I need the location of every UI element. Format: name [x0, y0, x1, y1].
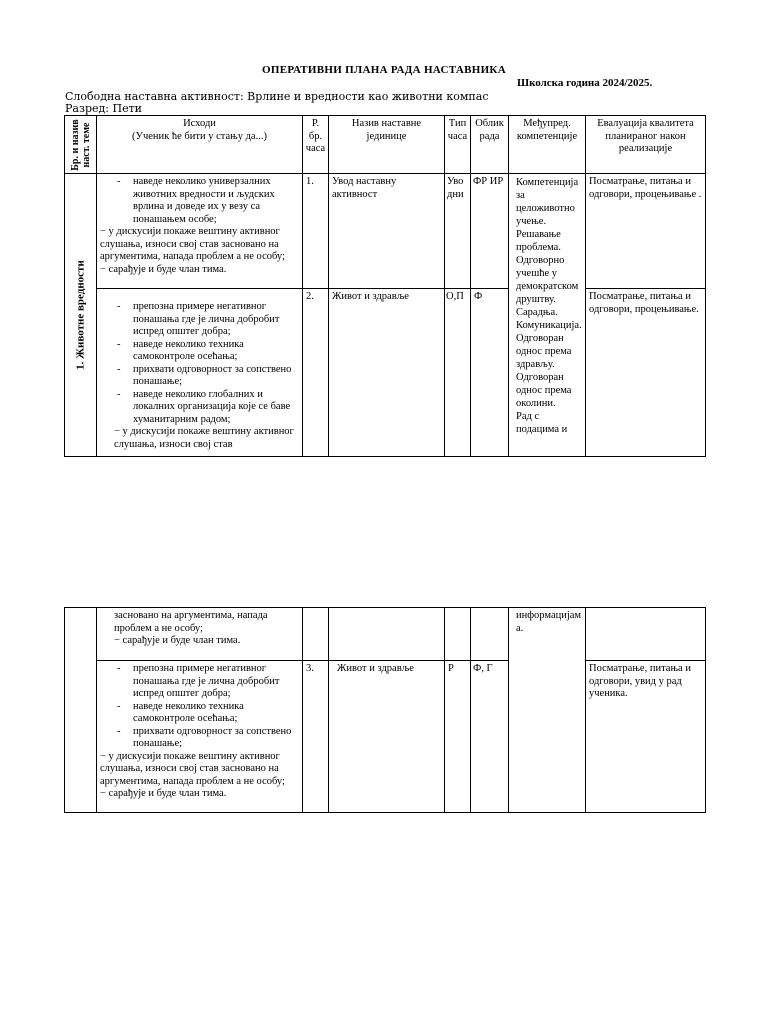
outcome-item: засновано на аргументима, напада проблем а не особу; [114, 610, 268, 634]
header-evaluation: Евалуација квалитета планираног након реализације [586, 116, 706, 174]
competences-cell-continued: информацијама. [509, 608, 586, 813]
competence-item: Компетенција за целоживотно учење. [516, 177, 579, 227]
empty-cell [471, 608, 509, 661]
outcomes-cell [97, 608, 303, 661]
header-topic-no [65, 116, 97, 174]
table-row [65, 174, 706, 289]
outcome-item: − сарађује и буде члан тима. [114, 635, 241, 646]
outcome-item: - наведе неколико техника самоконтроле осећања; [100, 339, 299, 364]
competence-item: Решавање проблема. [516, 229, 561, 253]
lesson-no: 2. [303, 289, 329, 457]
topic-cell [65, 174, 97, 457]
competence-item: Одговоран однос према околини. [516, 372, 572, 409]
evaluation: Посматрање, питања и одговори, увид у рад ученика. [586, 661, 706, 813]
outcome-item: - прихвати одговорност за сопствено понашање; [100, 364, 299, 389]
plan-table-page-2 [64, 607, 706, 813]
lesson-no: 3. [303, 661, 329, 813]
outcome-item: - наведе неколико глобалних и локалних организација које се баве хуманитарним радом; [100, 389, 299, 427]
activity-subtitle: Слободна наставна активност: Врлине и вредности као животни компас [65, 90, 489, 103]
work-form: ФР ИР [471, 174, 509, 289]
outcomes-cell [97, 661, 303, 813]
lesson-type: Уво дни [445, 174, 471, 289]
competence-item: Одговорно учешће у демократском друштву. [516, 255, 579, 305]
outcomes-cell [97, 289, 303, 457]
work-form: Ф [471, 289, 509, 457]
header-work-form: Облик рада [471, 116, 509, 174]
unit-name: Живот и здравље [329, 289, 445, 457]
competence-item: Сарадња. [516, 307, 558, 318]
empty-cell [303, 608, 329, 661]
plan-table-page-1 [64, 115, 706, 457]
outcome-item: − у дискусији покаже вештину активног слушања, износи свој став засновано на аргументима, напада проблем а не особу; [100, 750, 285, 787]
outcomes-cell [97, 174, 303, 289]
competences-cell [509, 174, 586, 457]
outcome-item: - прихвати одговорност за сопствено понашање; [100, 726, 299, 751]
outcome-item: - препозна примере негативног понашања где је лична добробит испред општег добра; [100, 663, 299, 701]
page-title: ОПЕРАТИВНИ ПЛАНА РАДА НАСТАВНИКА [262, 64, 506, 76]
empty-cell [445, 608, 471, 661]
outcome-item: − сарађује и буде члан тима. [100, 263, 227, 275]
outcome-item: − у дискусији покаже вештину активног слушања, износи свој став [114, 426, 294, 450]
outcome-item: − сарађује и буде члан тима. [100, 788, 227, 799]
empty-cell [329, 608, 445, 661]
evaluation: Посматрање, питања и одговори, процењивање. [586, 289, 706, 457]
lesson-type: О,П [445, 289, 471, 457]
header-lesson-type: Тип часа [445, 116, 471, 174]
lesson-type: Р [445, 661, 471, 813]
table-row [65, 289, 706, 457]
competence-item: Рад с подацима и [516, 411, 568, 435]
header-lesson-no: Р. бр. часа [303, 116, 329, 174]
header-unit-name: Назив наставне јединице [329, 116, 445, 174]
competence-item: Одговоран однос према здрављу. [516, 333, 572, 370]
unit-name: Увод наставну активност [329, 174, 445, 289]
topic-cell-continued [65, 608, 97, 813]
evaluation: Посматрање, питања и одговори, процењивање . [586, 174, 706, 289]
table-row [65, 608, 706, 661]
outcome-item: - препозна примере негативног понашања где је лична добробит испред општег добра; [100, 301, 299, 339]
unit-name: Живот и здравље [329, 661, 445, 813]
header-topic-no-text: Бр. и назив наст. теме [69, 118, 92, 171]
grade-subtitle: Разред: Пети [65, 102, 143, 115]
header-competences: Међупред. компетенције [509, 116, 586, 174]
outcome-item: - наведе неколико универзалних животних вредности и људских врлина и доведе их у везу са понашањем особе; [100, 176, 299, 226]
school-year: Школска година 2024/2025. [517, 77, 653, 89]
table-row [65, 661, 706, 813]
header-outcomes: Исходи (Ученик ће бити у стању да...) [97, 116, 303, 174]
lesson-no: 1. [303, 174, 329, 289]
outcome-item: - наведе неколико техника самоконтроле осећања; [100, 701, 299, 726]
work-form: Ф, Г [471, 661, 509, 813]
competence-item: Комуникација. [516, 320, 582, 331]
empty-cell [586, 608, 706, 661]
topic-title: 1. Животне вредности [74, 260, 86, 370]
outcome-item: − у дискусији покаже вештину активног слушања, износи свој став засновано на аргументима, напада проблем а не особу; [100, 226, 285, 262]
